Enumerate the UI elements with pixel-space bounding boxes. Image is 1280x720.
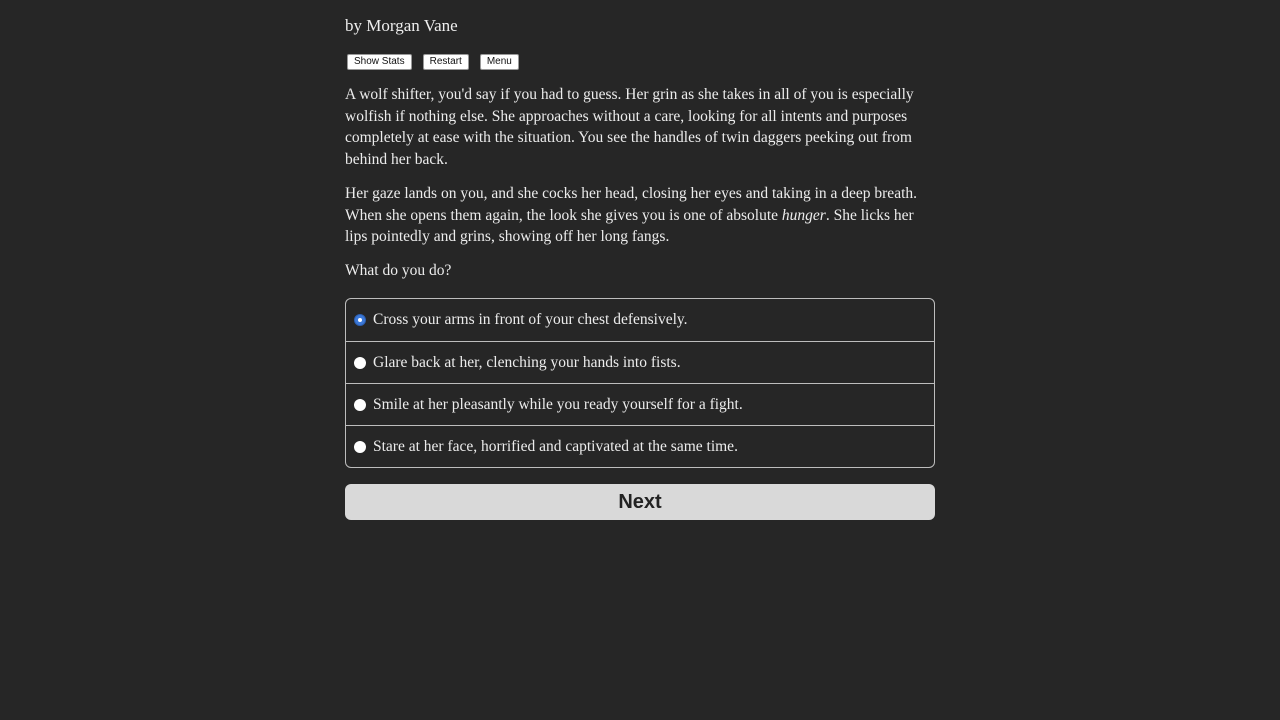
choice-option-4[interactable] [346, 425, 934, 467]
next-button[interactable]: Next [345, 484, 935, 520]
choice-label: Cross your arms in front of your chest defensively. [373, 311, 688, 328]
author-byline: by Morgan Vane [345, 16, 458, 35]
story-paragraph-2-start: Her gaze lands on you, and she cocks her head, closing her eyes and taking in a deep breath. When she opens them again, the look she gives you is one of absolute [345, 185, 918, 224]
story-paragraph-1: A wolf shifter, you'd say if you had to guess. Her grin as she takes in all of you is especially wolfish if nothing else. She approaches without a care, looking for all intents and purposes completely at ease with the situation. You see the handles of twin daggers peeking out from behind her back. [345, 86, 914, 168]
choice-list [345, 298, 935, 468]
choice-prompt: What do you do? [345, 262, 452, 279]
story-paragraph-2 [345, 183, 935, 248]
choice-option-3[interactable] [346, 383, 934, 425]
choice-label: Smile at her pleasantly while you ready yourself for a fight. [373, 395, 743, 413]
story-paragraph-2-end: . She licks her lips pointedly and grins, showing off her long fangs. [345, 206, 914, 245]
choice-label: Glare back at her, clenching your hands into fists. [373, 353, 681, 371]
story-text [345, 84, 935, 261]
restart-button[interactable]: Restart [423, 54, 469, 70]
show-stats-button[interactable]: Show Stats [347, 54, 412, 70]
radio-selected-icon[interactable] [354, 314, 366, 326]
toolbar [347, 54, 519, 70]
menu-button[interactable]: Menu [480, 54, 519, 70]
choice-label: Stare at her face, horrified and captivated at the same time. [373, 437, 738, 455]
choice-option-2[interactable] [346, 341, 934, 383]
choice-option-1[interactable] [346, 299, 934, 341]
radio-icon[interactable] [354, 357, 366, 369]
emphasis-text: hunger [781, 206, 826, 224]
radio-icon[interactable] [354, 399, 366, 411]
radio-icon[interactable] [354, 441, 366, 453]
